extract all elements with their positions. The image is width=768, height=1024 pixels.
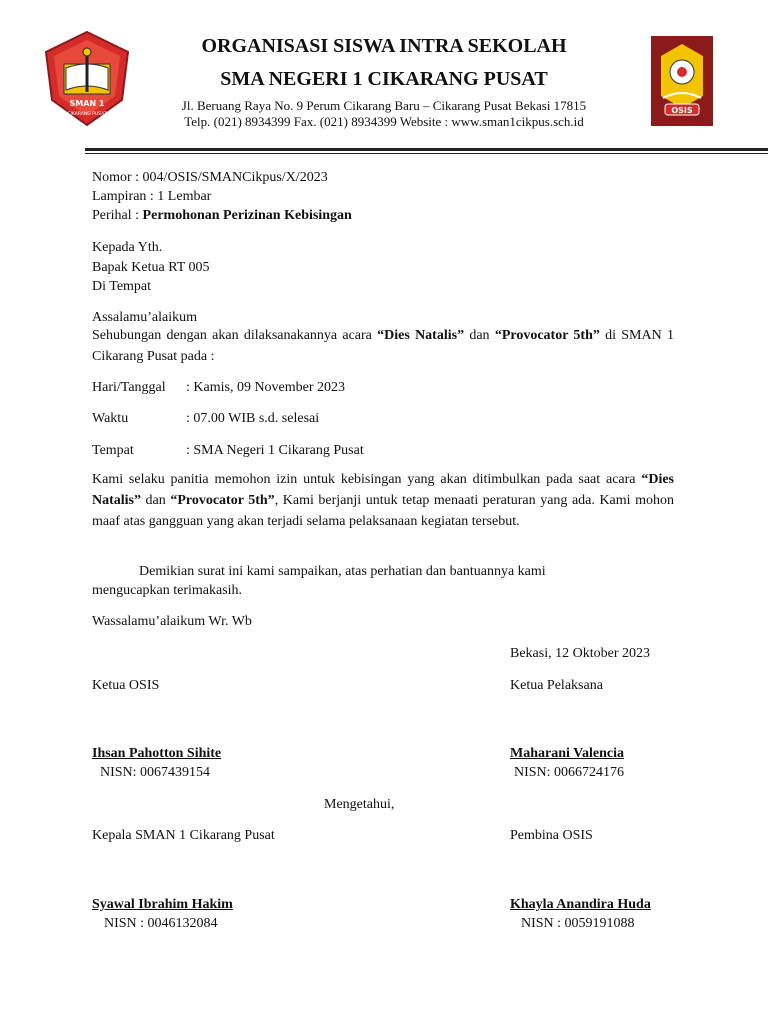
detail-label-place: Tempat [92,443,134,458]
signer-name-principal: Syawal Ibrahim Hakim [92,897,233,912]
signer-name-osis-chair: Ihsan Pahotton Sihite [92,746,222,761]
event-name-2: “Provocator 5th” [494,328,600,343]
role-event-chair: Ketua Pelaksana [510,678,603,693]
school-address: Jl. Beruang Raya No. 9 Perum Cikarang Baru – Cikarang Pusat Bekasi 17815 [181,98,587,113]
recipient-line-3: Di Tempat [92,279,152,294]
role-osis-chair: Ketua OSIS [92,678,160,693]
org-name: ORGANISASI SISWA INTRA SEKOLAH [201,35,567,57]
school-name: SMA NEGERI 1 CIKARANG PUSAT [220,68,548,90]
role-principal: Kepala SMAN 1 Cikarang Pusat [92,828,275,843]
detail-label-date: Hari/Tanggal [92,380,166,395]
detail-value-time: : 07.00 WIB s.d. selesai [186,411,320,426]
detail-value-place: : SMA Negeri 1 Cikarang Pusat [186,443,364,458]
closing-line-1: Demikian surat ini kami sampaikan, atas perhatian dan bantuannya kami [139,564,546,579]
signer-name-advisor: Khayla Anandira Huda [510,897,651,912]
school-contact: Telp. (021) 8934399 Fax. (021) 8934399 Website : www.sman1cikpus.sch.id [184,114,584,129]
detail-value-date: : Kamis, 09 November 2023 [186,380,346,395]
signer-name-event-chair: Maharani Valencia [510,746,624,761]
request-and: dan [141,493,171,508]
header-divider-thin [85,153,768,154]
greeting: Assalamu’alaikum [92,310,197,325]
signer-nisn-principal: NISN : 0046132084 [104,916,218,931]
recipient-line-2: Bapak Ketua RT 005 [92,260,210,275]
detail-label-time: Waktu [92,411,129,426]
header-divider-thick [85,148,768,151]
logo-right-text: OSIS [671,106,693,115]
request-event-2: “Provocator 5th” [170,493,275,508]
signer-nisn-advisor: NISN : 0059191088 [521,916,635,931]
closing-salutation: Wassalamu’alaikum Wr. Wb [92,614,252,629]
subject-label: Perihal : [92,208,143,223]
role-advisor: Pembina OSIS [510,828,593,843]
request-text-1: Kami selaku panitia memohon izin untuk kebisingan yang akan ditimbulkan pada saat acara [92,472,642,487]
logo-left-subtext: CIKARANG PUSAT [67,112,107,117]
intro-text-2: di SMAN 1 Cikarang Pusat pada : [92,328,674,364]
letter-subject [92,207,352,225]
letter-number: Nomor : 004/OSIS/SMANCikpus/X/2023 [92,170,328,185]
acknowledged-label: Mengetahui, [324,797,395,812]
intro-paragraph [92,325,674,367]
request-text-2: , Kami berjanji untuk tetap menaati peraturan yang ada. Kami mohon maaf atas gangguan yang akan terjadi selama pelaksanaan kegiatan tersebut. [92,493,674,529]
event-name-1: “Dies Natalis” [377,328,465,343]
closing-line-2: mengucapkan terimakasih. [92,583,243,598]
request-event-1: “Dies Natalis” [92,472,674,508]
signer-nisn-osis-chair: NISN: 0067439154 [100,765,211,780]
letter-date: Bekasi, 12 Oktober 2023 [510,646,650,661]
request-paragraph [92,469,674,532]
recipient-line-1: Kepada Yth. [92,240,163,255]
subject-value: Permohonan Perizinan Kebisingan [142,208,352,223]
intro-text-1: Sehubungan dengan akan dilaksanakannya acara [92,328,378,343]
intro-and: dan [464,328,495,343]
logo-left-text: SMAN 1 [69,99,105,108]
signer-nisn-event-chair: NISN: 0066724176 [514,765,625,780]
letter-attachment: Lampiran : 1 Lembar [92,189,212,204]
